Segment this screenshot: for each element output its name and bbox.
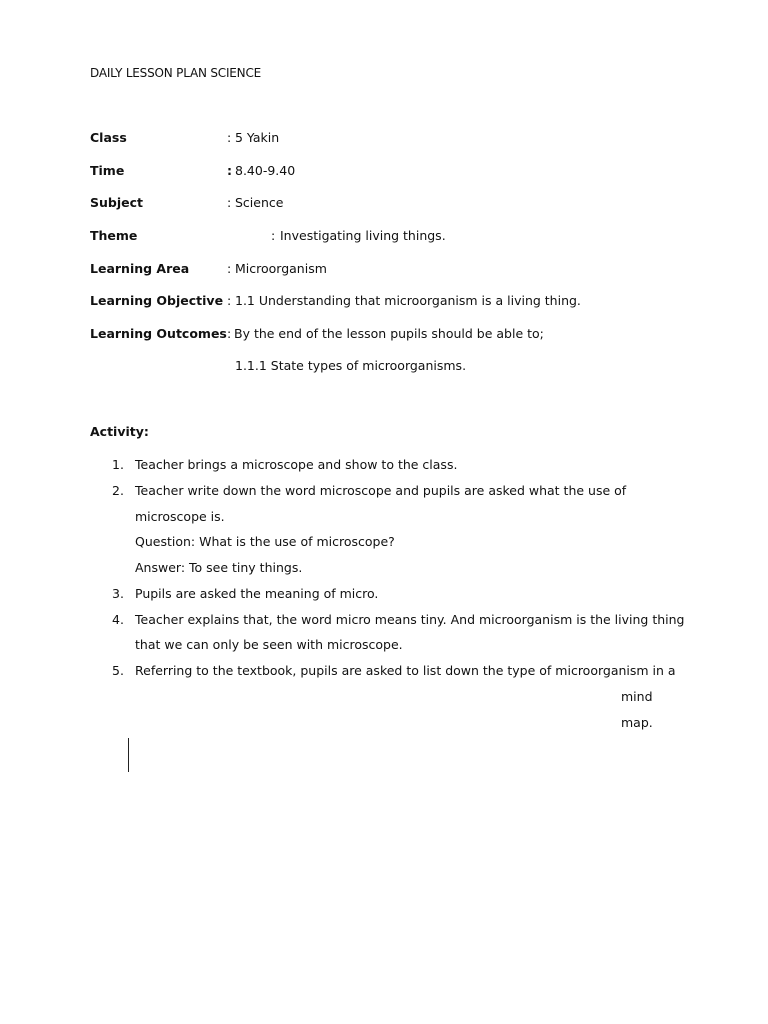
- list-item: Teacher explains that, the word micro means tiny. And microorganism is the living thing: [135, 612, 685, 627]
- list-item-continuation: mind: [621, 689, 653, 704]
- field-sep: :: [227, 261, 232, 276]
- field-sep: :: [227, 293, 232, 308]
- field-sep: :: [227, 326, 232, 341]
- field-label-learning-area: Learning Area: [90, 261, 190, 276]
- list-item-continuation: microscope is.: [135, 509, 225, 524]
- activity-heading: Activity:: [90, 424, 149, 439]
- list-number: 2.: [112, 483, 124, 498]
- field-label-learning-outcomes: Learning Outcomes: [90, 326, 227, 341]
- list-item: Pupils are asked the meaning of micro.: [135, 586, 379, 601]
- list-item: Teacher write down the word microscope and pupils are asked what the use of: [135, 483, 627, 498]
- document-title: DAILY LESSON PLAN SCIENCE: [90, 66, 262, 80]
- field-label-time: Time: [90, 163, 125, 178]
- list-number: 1.: [112, 457, 124, 472]
- list-number: 5.: [112, 663, 124, 678]
- list-number: 4.: [112, 612, 124, 627]
- field-value-time: 8.40-9.40: [235, 163, 296, 178]
- field-sep: :: [227, 195, 232, 210]
- field-value-learning-outcomes: By the end of the lesson pupils should be able to;: [234, 326, 544, 341]
- list-item-continuation: Question: What is the use of microscope?: [135, 534, 395, 549]
- field-label-subject: Subject: [90, 195, 143, 210]
- field-value-learning-area: Microorganism: [235, 261, 327, 276]
- list-item: Referring to the textbook, pupils are asked to list down the type of microorganism in a: [135, 663, 676, 678]
- field-label-learning-objective: Learning Objective: [90, 293, 224, 308]
- field-value-subject: Science: [235, 195, 284, 210]
- list-item-continuation: that we can only be seen with microscope.: [135, 637, 403, 652]
- outcome-item: 1.1.1 State types of microorganisms.: [235, 358, 467, 373]
- field-value-learning-objective: 1.1 Understanding that microorganism is a living thing.: [235, 293, 581, 308]
- field-label-theme: Theme: [90, 228, 138, 243]
- text-cursor: [128, 738, 129, 772]
- field-sep: :: [227, 130, 232, 145]
- field-sep: :: [271, 228, 276, 243]
- list-item-continuation: map.: [621, 715, 653, 730]
- field-label-class: Class: [90, 130, 127, 145]
- field-sep: :: [227, 163, 232, 178]
- list-item-continuation: Answer: To see tiny things.: [135, 560, 303, 575]
- list-item: Teacher brings a microscope and show to the class.: [135, 457, 458, 472]
- list-number: 3.: [112, 586, 124, 601]
- field-value-theme: Investigating living things.: [280, 228, 446, 243]
- field-value-class: 5 Yakin: [235, 130, 280, 145]
